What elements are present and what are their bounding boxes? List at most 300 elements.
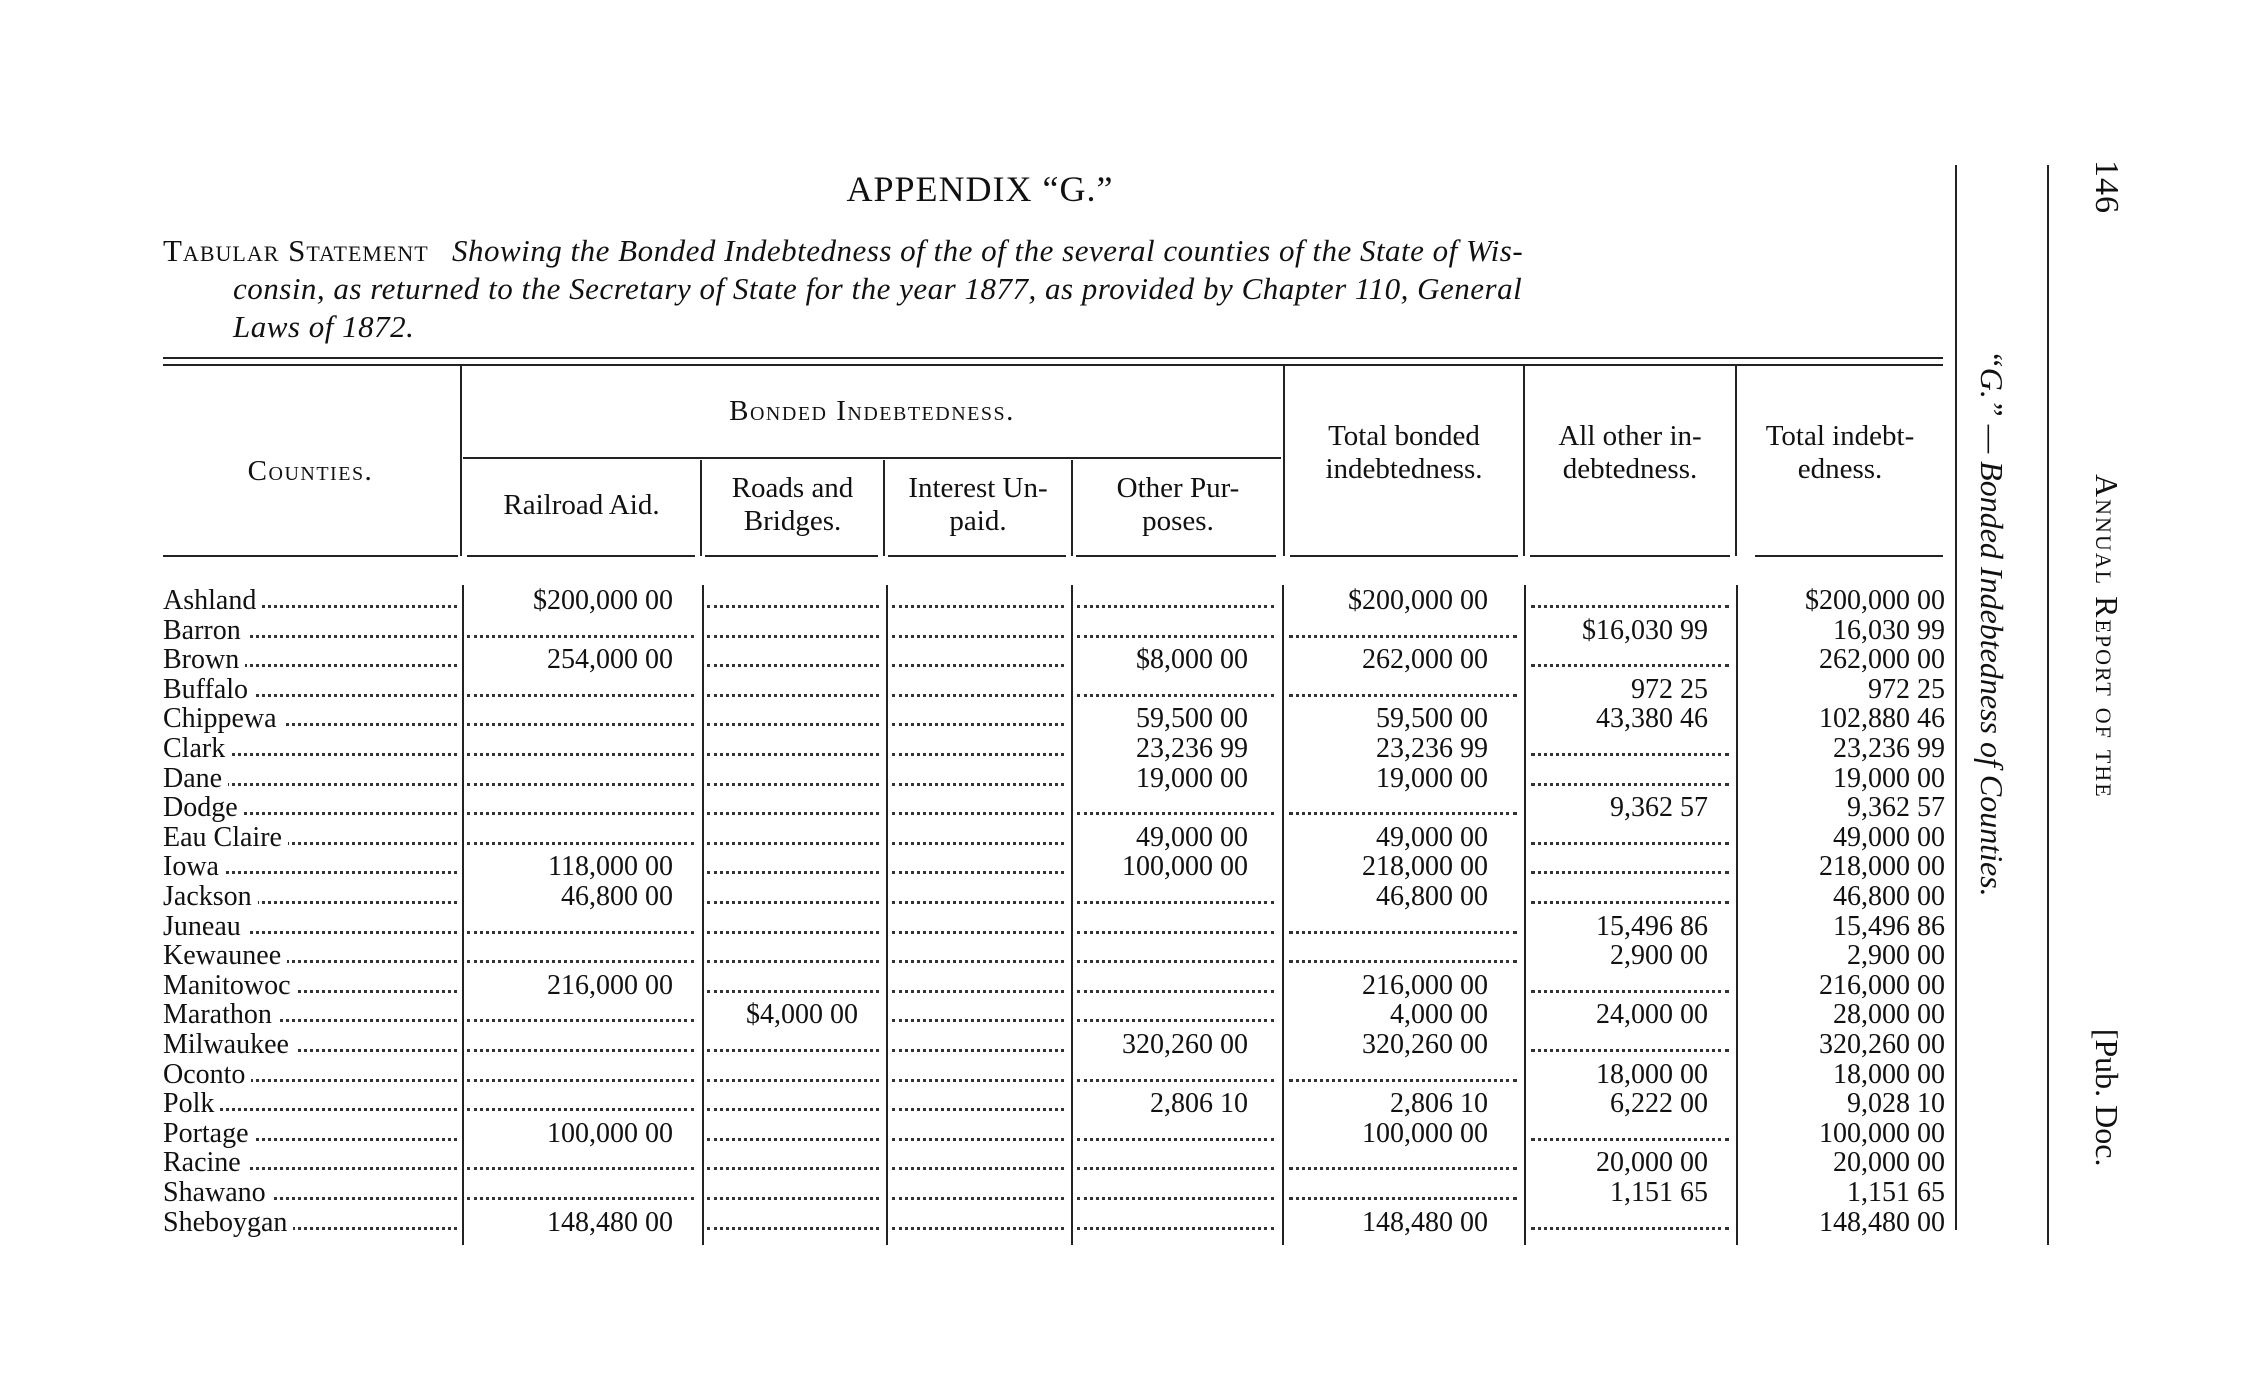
header-other xyxy=(1073,472,1283,538)
railroad-cell xyxy=(463,1089,698,1118)
total-bonded-cell xyxy=(1285,1148,1521,1177)
total-cell xyxy=(1739,852,1945,881)
total-cell xyxy=(1739,1089,1945,1118)
other-cell xyxy=(1073,823,1248,852)
all-other-value: 2,900 00 xyxy=(1606,941,1708,970)
roads-cell xyxy=(703,734,883,763)
total-cell xyxy=(1739,1178,1945,1207)
roads-cell xyxy=(703,704,883,733)
county-name: Racine xyxy=(163,1148,247,1177)
total-bonded-value: 262,000 00 xyxy=(1358,645,1488,674)
county-name: Oconto xyxy=(163,1060,251,1089)
table-row xyxy=(163,852,1953,881)
total-value: 9,028 10 xyxy=(1843,1089,1945,1118)
interest-cell xyxy=(888,1148,1068,1177)
county-name-cell xyxy=(163,704,461,733)
all-other-cell xyxy=(1527,793,1708,822)
all-other-value: 6,222 00 xyxy=(1606,1089,1708,1118)
county-name: Jackson xyxy=(163,882,258,911)
other-cell xyxy=(1073,586,1278,615)
total-cell xyxy=(1739,793,1945,822)
table-row xyxy=(163,616,1953,645)
total-cell xyxy=(1739,704,1945,733)
total-value: 216,000 00 xyxy=(1815,971,1945,1000)
roads-cell xyxy=(703,586,883,615)
railroad-cell xyxy=(463,675,698,704)
all-other-cell xyxy=(1527,941,1708,970)
total-bonded-cell xyxy=(1285,734,1488,763)
county-name-cell xyxy=(163,823,461,852)
caption-lead: Tabular Statement xyxy=(163,233,429,268)
total-bonded-value: 49,000 00 xyxy=(1372,823,1488,852)
side-section-title xyxy=(1974,350,2040,1150)
total-bonded-cell xyxy=(1285,1178,1521,1207)
total-cell xyxy=(1739,645,1945,674)
header-all-other-line2: debtedness. xyxy=(1562,453,1698,485)
county-name: Sheboygan xyxy=(163,1208,293,1237)
total-bonded-value: 46,800 00 xyxy=(1372,882,1488,911)
total-value: 102,880 46 xyxy=(1815,704,1945,733)
all-other-cell xyxy=(1527,675,1708,704)
roads-cell xyxy=(703,882,883,911)
railroad-value: 118,000 00 xyxy=(544,852,673,881)
county-name-cell xyxy=(163,645,461,674)
roads-cell xyxy=(703,941,883,970)
total-cell xyxy=(1739,734,1945,763)
county-name: Brown xyxy=(163,645,245,674)
all-other-cell xyxy=(1527,616,1708,645)
interest-cell xyxy=(888,1208,1068,1237)
header-bottom-rule-7 xyxy=(1530,555,1730,557)
total-bonded-cell xyxy=(1285,1000,1488,1029)
railroad-cell xyxy=(463,616,698,645)
table-row xyxy=(163,882,1953,911)
all-other-cell xyxy=(1527,912,1708,941)
total-bonded-value: 2,806 10 xyxy=(1386,1089,1488,1118)
interest-cell xyxy=(888,616,1068,645)
railroad-cell xyxy=(463,1119,673,1148)
interest-cell xyxy=(888,882,1068,911)
railroad-cell xyxy=(463,1000,698,1029)
roads-cell xyxy=(703,852,883,881)
railroad-cell xyxy=(463,704,698,733)
interest-cell xyxy=(888,1000,1068,1029)
county-name-cell xyxy=(163,882,461,911)
total-bonded-cell xyxy=(1285,1208,1488,1237)
other-value: 19,000 00 xyxy=(1132,764,1248,793)
total-value: 23,236 99 xyxy=(1829,734,1945,763)
railroad-cell xyxy=(463,912,698,941)
all-other-cell xyxy=(1527,1060,1708,1089)
roads-cell xyxy=(703,1000,858,1029)
header-bottom-rule-3 xyxy=(705,555,878,557)
county-name: Ashland xyxy=(163,586,262,615)
county-name-cell xyxy=(163,941,461,970)
header-total-indebtedness xyxy=(1737,420,1943,486)
total-bonded-value: $200,000 00 xyxy=(1344,586,1488,615)
all-other-cell xyxy=(1527,971,1733,1000)
other-cell xyxy=(1073,1119,1278,1148)
other-cell xyxy=(1073,1030,1248,1059)
county-name: Marathon xyxy=(163,1000,278,1029)
total-bonded-cell xyxy=(1285,616,1521,645)
other-value: $8,000 00 xyxy=(1132,645,1248,674)
header-interest-line2: paid. xyxy=(949,505,1007,537)
total-value: 262,000 00 xyxy=(1815,645,1945,674)
other-cell xyxy=(1073,1060,1278,1089)
header-interest xyxy=(885,472,1071,538)
other-cell xyxy=(1073,1000,1278,1029)
caption-text-1: Showing the Bonded Indebtedness of the of the several counties of the State of Wis- xyxy=(451,233,1524,268)
total-cell xyxy=(1739,1208,1945,1237)
all-other-cell xyxy=(1527,1119,1733,1148)
county-name-cell xyxy=(163,734,461,763)
county-name: Manitowoc xyxy=(163,971,297,1000)
other-cell xyxy=(1073,1089,1248,1118)
county-name-cell xyxy=(163,1030,461,1059)
table-row xyxy=(163,941,1953,970)
interest-cell xyxy=(888,1030,1068,1059)
total-value: 49,000 00 xyxy=(1829,823,1945,852)
railroad-value: $200,000 00 xyxy=(529,586,673,615)
interest-cell xyxy=(888,1119,1068,1148)
other-cell xyxy=(1073,704,1248,733)
railroad-cell xyxy=(463,852,673,881)
total-bonded-cell xyxy=(1285,1119,1488,1148)
header-railroad: Railroad Aid. xyxy=(503,489,660,521)
all-other-value: 18,000 00 xyxy=(1592,1060,1708,1089)
other-cell xyxy=(1073,941,1278,970)
total-cell xyxy=(1739,912,1945,941)
railroad-cell xyxy=(463,1208,673,1237)
other-cell xyxy=(1073,764,1248,793)
county-name-cell xyxy=(163,1000,461,1029)
appendix-title: APPENDIX “G.” xyxy=(846,169,1114,209)
railroad-cell xyxy=(463,586,673,615)
county-name: Kewaunee xyxy=(163,941,287,970)
total-value: 20,000 00 xyxy=(1829,1148,1945,1177)
all-other-cell xyxy=(1527,764,1733,793)
other-cell xyxy=(1073,912,1278,941)
interest-cell xyxy=(888,675,1068,704)
roads-cell xyxy=(703,912,883,941)
margin-rule-inner xyxy=(1955,165,1957,1230)
other-cell xyxy=(1073,616,1278,645)
total-cell xyxy=(1739,1119,1945,1148)
county-name: Dane xyxy=(163,764,228,793)
interest-cell xyxy=(888,734,1068,763)
col-sep-1 xyxy=(460,366,462,556)
table-row xyxy=(163,1089,1953,1118)
total-value: 19,000 00 xyxy=(1829,764,1945,793)
caption-line-1 xyxy=(163,232,1943,270)
total-bonded-cell xyxy=(1285,704,1488,733)
other-value: 23,236 99 xyxy=(1132,734,1248,763)
total-cell xyxy=(1739,971,1945,1000)
total-value: 9,362 57 xyxy=(1843,793,1945,822)
table-row xyxy=(163,764,1953,793)
header-bottom-rule-8 xyxy=(1755,555,1943,557)
table-row xyxy=(163,1148,1953,1177)
county-name: Chippewa xyxy=(163,704,283,733)
county-name-cell xyxy=(163,586,461,615)
total-cell xyxy=(1739,1000,1945,1029)
total-bonded-cell xyxy=(1285,912,1521,941)
all-other-cell xyxy=(1527,1089,1708,1118)
interest-cell xyxy=(888,941,1068,970)
other-value: 320,260 00 xyxy=(1118,1030,1248,1059)
header-bottom-rule-6 xyxy=(1290,555,1518,557)
total-value: 218,000 00 xyxy=(1815,852,1945,881)
total-bonded-value: 148,480 00 xyxy=(1358,1208,1488,1237)
table-row xyxy=(163,1030,1953,1059)
roads-cell xyxy=(703,793,883,822)
all-other-cell xyxy=(1527,1000,1708,1029)
total-bonded-cell xyxy=(1285,971,1488,1000)
roads-cell xyxy=(703,645,883,674)
top-rule-1 xyxy=(163,357,1943,359)
header-bonded-group: Bonded Indebtedness. xyxy=(729,395,1015,427)
railroad-cell xyxy=(463,764,698,793)
county-name: Clark xyxy=(163,734,231,763)
roads-cell xyxy=(703,1030,883,1059)
railroad-cell xyxy=(463,793,698,822)
header-total-bonded-line2: indebtedness. xyxy=(1325,453,1483,485)
county-name: Eau Claire xyxy=(163,823,288,852)
running-head-text xyxy=(2087,160,2125,1166)
county-name: Iowa xyxy=(163,852,225,881)
total-bonded-value: 59,500 00 xyxy=(1372,704,1488,733)
table-row xyxy=(163,675,1953,704)
total-value: 46,800 00 xyxy=(1829,882,1945,911)
total-bonded-value: 19,000 00 xyxy=(1372,764,1488,793)
pub-doc: [Pub. Doc. xyxy=(2089,1028,2125,1167)
railroad-cell xyxy=(463,971,673,1000)
other-cell xyxy=(1073,734,1248,763)
header-all-other-line1: All other in- xyxy=(1558,420,1702,452)
roads-cell xyxy=(703,823,883,852)
total-bonded-value: 216,000 00 xyxy=(1358,971,1488,1000)
interest-cell xyxy=(888,1178,1068,1207)
other-cell xyxy=(1073,793,1278,822)
other-cell xyxy=(1073,882,1278,911)
all-other-cell xyxy=(1527,1178,1708,1207)
total-value: $200,000 00 xyxy=(1801,586,1945,615)
total-value: 28,000 00 xyxy=(1829,1000,1945,1029)
interest-cell xyxy=(888,1089,1068,1118)
all-other-cell xyxy=(1527,882,1733,911)
total-value: 18,000 00 xyxy=(1829,1060,1945,1089)
other-cell xyxy=(1073,1148,1278,1177)
railroad-cell xyxy=(463,1030,698,1059)
header-roads-line2: Bridges. xyxy=(743,505,842,537)
all-other-cell xyxy=(1527,852,1733,881)
roads-cell xyxy=(703,764,883,793)
all-other-cell xyxy=(1527,704,1708,733)
county-name-cell xyxy=(163,793,461,822)
header-interest-line1: Interest Un- xyxy=(908,472,1048,504)
other-cell xyxy=(1073,1208,1278,1237)
all-other-value: 20,000 00 xyxy=(1592,1148,1708,1177)
total-bonded-cell xyxy=(1285,941,1521,970)
all-other-value: $16,030 99 xyxy=(1578,616,1708,645)
all-other-value: 15,496 86 xyxy=(1592,912,1708,941)
roads-cell xyxy=(703,1119,883,1148)
all-other-value: 24,000 00 xyxy=(1592,1000,1708,1029)
margin-rule-outer xyxy=(2047,165,2049,1245)
total-bonded-cell xyxy=(1285,1060,1521,1089)
interest-cell xyxy=(888,912,1068,941)
railroad-cell xyxy=(463,1060,698,1089)
table-row xyxy=(163,1119,1953,1148)
roads-cell xyxy=(703,1208,883,1237)
top-rule-2 xyxy=(163,364,1943,366)
table-row xyxy=(163,1000,1953,1029)
total-bonded-cell xyxy=(1285,852,1488,881)
header-bottom-rule-5 xyxy=(1076,555,1276,557)
total-bonded-cell xyxy=(1285,764,1488,793)
header-counties: Counties. xyxy=(247,455,374,487)
interest-cell xyxy=(888,1060,1068,1089)
county-name-cell xyxy=(163,971,461,1000)
table-row xyxy=(163,586,1953,615)
total-cell xyxy=(1739,586,1945,615)
county-name: Portage xyxy=(163,1119,255,1148)
all-other-cell xyxy=(1527,1148,1708,1177)
total-cell xyxy=(1739,764,1945,793)
bonded-group-rule xyxy=(463,457,1281,459)
other-cell xyxy=(1073,852,1248,881)
header-total-bonded-line1: Total bonded xyxy=(1328,420,1480,452)
table-row xyxy=(163,793,1953,822)
total-cell xyxy=(1739,1030,1945,1059)
total-bonded-cell xyxy=(1285,882,1488,911)
header-all-other xyxy=(1525,420,1735,486)
other-value: 49,000 00 xyxy=(1132,823,1248,852)
roads-cell xyxy=(703,1060,883,1089)
table-row xyxy=(163,645,1953,674)
caption-text-3: Laws of 1872. xyxy=(233,309,415,344)
roads-cell xyxy=(703,1148,883,1177)
county-name-cell xyxy=(163,852,461,881)
header-roads xyxy=(702,472,883,538)
all-other-cell xyxy=(1527,823,1733,852)
all-other-cell xyxy=(1527,1030,1733,1059)
total-cell xyxy=(1739,1060,1945,1089)
header-total-indebt-line1: Total indebt- xyxy=(1765,420,1915,452)
total-bonded-cell xyxy=(1285,675,1521,704)
total-cell xyxy=(1739,1148,1945,1177)
interest-cell xyxy=(888,645,1068,674)
table-row xyxy=(163,823,1953,852)
header-roads-line1: Roads and xyxy=(731,472,854,504)
table-row xyxy=(163,1060,1953,1089)
other-value: 59,500 00 xyxy=(1132,704,1248,733)
county-name-cell xyxy=(163,1089,461,1118)
county-name-cell xyxy=(163,675,461,704)
total-value: 320,260 00 xyxy=(1815,1030,1945,1059)
interest-cell xyxy=(888,586,1068,615)
county-name-cell xyxy=(163,1148,461,1177)
roads-cell xyxy=(703,616,883,645)
all-other-value: 9,362 57 xyxy=(1606,793,1708,822)
total-bonded-value: 100,000 00 xyxy=(1358,1119,1488,1148)
total-cell xyxy=(1739,616,1945,645)
county-name: Shawano xyxy=(163,1178,272,1207)
railroad-value: 148,480 00 xyxy=(543,1208,673,1237)
other-cell xyxy=(1073,971,1278,1000)
running-head-title: Annual Report of the xyxy=(2089,474,2125,799)
railroad-cell xyxy=(463,941,698,970)
interest-cell xyxy=(888,764,1068,793)
railroad-cell xyxy=(463,882,673,911)
roads-cell xyxy=(703,971,883,1000)
total-bonded-value: 4,000 00 xyxy=(1386,1000,1488,1029)
total-value: 148,480 00 xyxy=(1815,1208,1945,1237)
roads-cell xyxy=(703,1089,883,1118)
total-value: 16,030 99 xyxy=(1829,616,1945,645)
all-other-value: 43,380 46 xyxy=(1592,704,1708,733)
railroad-value: 100,000 00 xyxy=(543,1119,673,1148)
caption-text-2: consin, as returned to the Secretary of State for the year 1877, as provided by Chapter 110, General xyxy=(233,271,1523,306)
interest-cell xyxy=(888,823,1068,852)
total-bonded-cell xyxy=(1285,586,1488,615)
all-other-value: 972 25 xyxy=(1627,675,1708,704)
all-other-cell xyxy=(1527,645,1733,674)
total-bonded-cell xyxy=(1285,823,1488,852)
all-other-value: 1,151 65 xyxy=(1606,1178,1708,1207)
all-other-cell xyxy=(1527,586,1733,615)
header-bottom-rule-1 xyxy=(163,555,458,557)
total-bonded-cell xyxy=(1285,1089,1488,1118)
header-total-indebt-line2: edness. xyxy=(1797,453,1883,485)
railroad-cell xyxy=(463,1178,698,1207)
county-name-cell xyxy=(163,1119,461,1148)
other-value: 2,806 10 xyxy=(1146,1089,1248,1118)
county-name-cell xyxy=(163,764,461,793)
interest-cell xyxy=(888,704,1068,733)
total-cell xyxy=(1739,941,1945,970)
roads-cell xyxy=(703,675,883,704)
header-bottom-rule-2 xyxy=(467,555,695,557)
side-section-title-text: “G.” — Bonded Indebtedness of Counties. xyxy=(1974,350,2010,897)
table-row xyxy=(163,971,1953,1000)
other-cell xyxy=(1073,645,1248,674)
table-row xyxy=(163,704,1953,733)
roads-value: $4,000 00 xyxy=(742,1000,858,1029)
railroad-value: 254,000 00 xyxy=(543,645,673,674)
interest-cell xyxy=(888,793,1068,822)
county-name: Buffalo xyxy=(163,675,254,704)
total-bonded-value: 23,236 99 xyxy=(1372,734,1488,763)
total-value: 2,900 00 xyxy=(1843,941,1945,970)
railroad-cell xyxy=(463,823,698,852)
total-value: 15,496 86 xyxy=(1829,912,1945,941)
header-total-bonded xyxy=(1285,420,1523,486)
county-name-cell xyxy=(163,912,461,941)
page-number: 146 xyxy=(2088,160,2125,214)
interest-cell xyxy=(888,971,1068,1000)
other-cell xyxy=(1073,1178,1278,1207)
railroad-value: 216,000 00 xyxy=(543,971,673,1000)
county-name-cell xyxy=(163,1060,461,1089)
total-cell xyxy=(1739,823,1945,852)
header-bottom-rule-4 xyxy=(888,555,1066,557)
other-cell xyxy=(1073,675,1278,704)
header-other-line2: poses. xyxy=(1142,505,1214,537)
total-bonded-value: 218,000 00 xyxy=(1358,852,1488,881)
total-value: 100,000 00 xyxy=(1815,1119,1945,1148)
